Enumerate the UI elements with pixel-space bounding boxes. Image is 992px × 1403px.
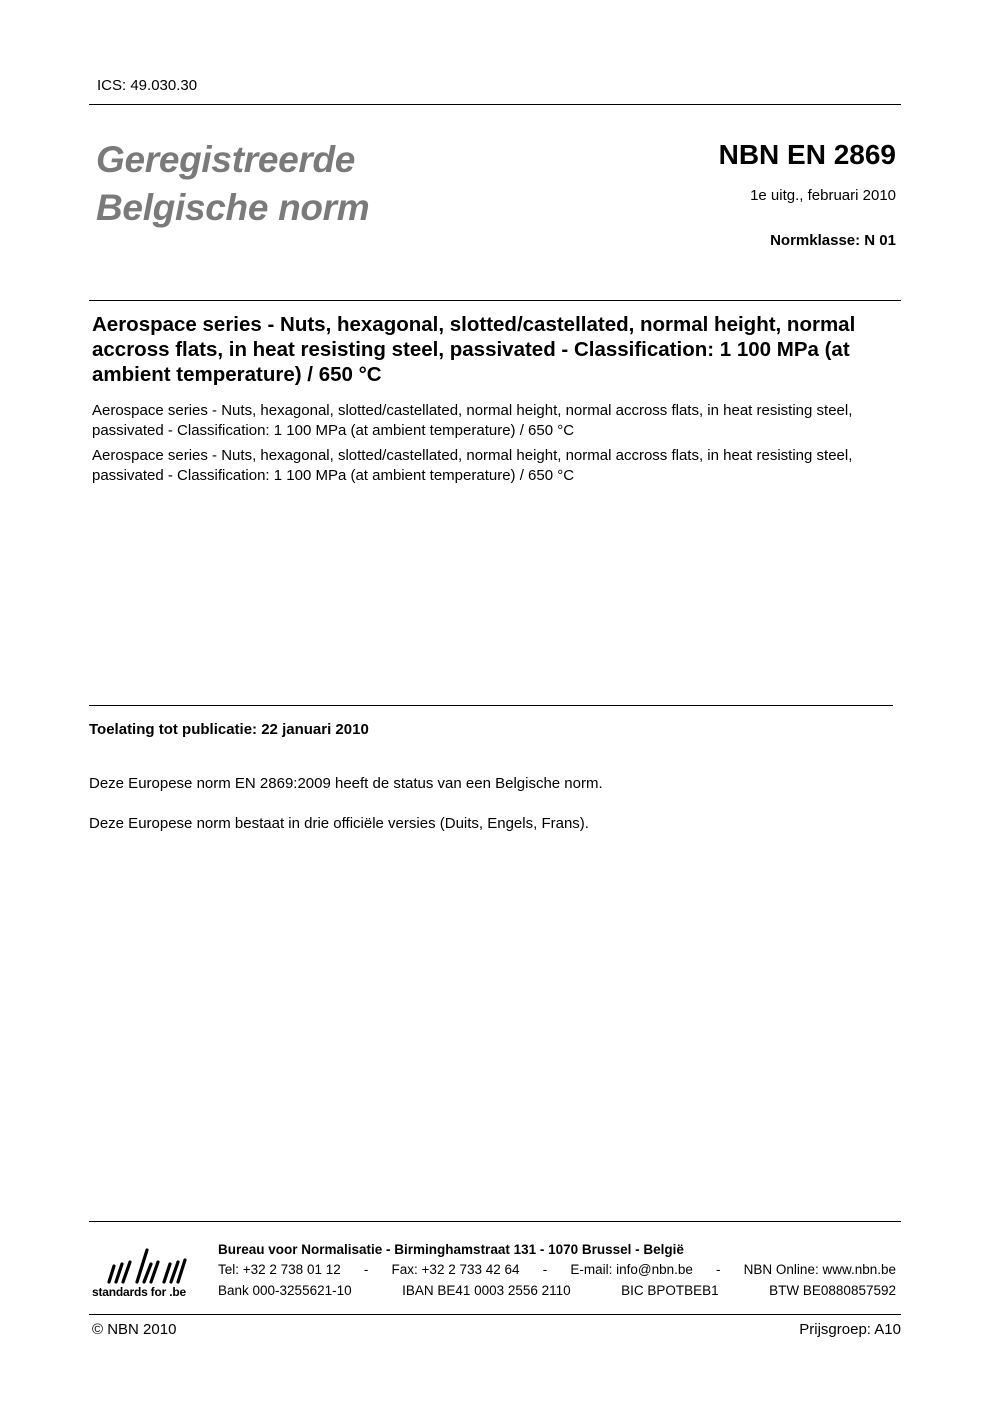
fax-number: Fax: +32 2 733 42 64 (391, 1262, 520, 1277)
versions-statement: Deze Europese norm bestaat in drie officiële versies (Duits, Engels, Frans). (89, 815, 589, 832)
logo-caption: standards for .be (92, 1285, 186, 1299)
vat-number: BTW BE0880857592 (769, 1283, 896, 1298)
bic: BIC BPOTBEB1 (621, 1283, 719, 1298)
email-address: E-mail: info@nbn.be (570, 1262, 693, 1277)
bottom-divider (89, 1314, 901, 1315)
status-statement: Deze Europese norm EN 2869:2009 heeft de status van een Belgische norm. (89, 775, 603, 792)
alternate-title-2: Aerospace series - Nuts, hexagonal, slotted/castellated, normal height, normal accross flats, in heat resisting steel, passivated - Classification: 1 100 MPa (at ambient temperature) / 650 °C (92, 447, 853, 484)
separator: - (363, 1262, 369, 1277)
bank-account: Bank 000-3255621-10 (218, 1283, 352, 1298)
contact-line (218, 1262, 896, 1277)
edition-info: 1e uitg., februari 2010 (750, 187, 896, 204)
norm-number: NBN EN 2869 (718, 139, 896, 170)
main-title: Aerospace series - Nuts, hexagonal, slotted/castellated, normal height, normal accross flats, in heat resisting steel, passivated - Classification: 1 100 MPa (at ambient temperature) / 650 °C (92, 313, 856, 386)
footer-divider (89, 1221, 901, 1222)
norm-class: Normklasse: N 01 (770, 232, 896, 249)
title-divider (89, 300, 901, 301)
copyright: © NBN 2010 (92, 1321, 177, 1338)
registered-title-line-1: Geregistreerde (96, 139, 356, 180)
price-group: Prijsgroep: A10 (799, 1321, 901, 1338)
iban: IBAN BE41 0003 2556 2110 (402, 1283, 571, 1298)
website: NBN Online: www.nbn.be (743, 1262, 896, 1277)
phone-number: Tel: +32 2 738 01 12 (218, 1262, 341, 1277)
middle-divider (89, 705, 893, 706)
alternate-title-1: Aerospace series - Nuts, hexagonal, slotted/castellated, normal height, normal accross flats, in heat resisting steel, passivated - Classification: 1 100 MPa (at ambient temperature) / 650 °C (92, 402, 853, 439)
top-divider (89, 104, 901, 105)
bank-line (218, 1283, 896, 1298)
publication-admission: Toelating tot publicatie: 22 januari 2010 (89, 721, 369, 738)
separator: - (542, 1262, 548, 1277)
separator: - (716, 1262, 721, 1277)
address-line: Bureau voor Normalisatie - Birminghamstraat 131 - 1070 Brussel - België (218, 1242, 684, 1257)
registered-norm-title (96, 136, 369, 232)
registered-title-line-2: Belgische norm (96, 187, 370, 228)
ics-code: ICS: 49.030.30 (97, 77, 198, 94)
